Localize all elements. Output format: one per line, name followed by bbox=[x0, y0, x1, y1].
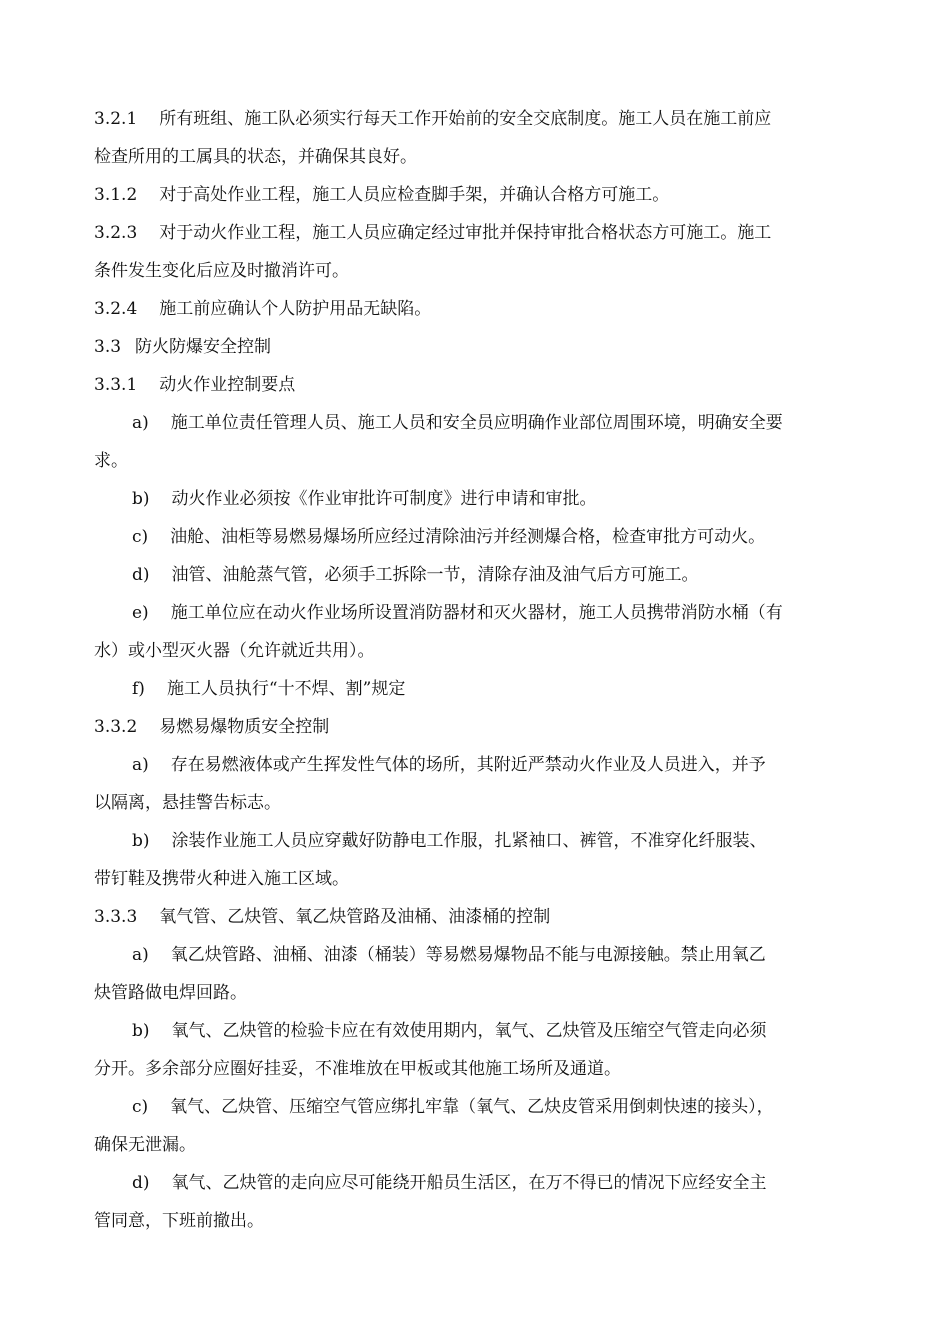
item-3-3-3-b bbox=[94, 1012, 856, 1088]
section-title: 动火作业控制要点 bbox=[159, 375, 296, 395]
clause-number: 3.2.1 bbox=[94, 109, 138, 129]
section-heading-3-3 bbox=[94, 328, 856, 366]
clause-text: 施工前应确认个人防护用品无缺陷。 bbox=[159, 299, 432, 319]
item-label: d) bbox=[132, 565, 150, 585]
clause-3-2-4 bbox=[94, 290, 856, 328]
item-text-continued: 分开。多余部分应圈好挂妥，不准堆放在甲板或其他施工场所及通道。 bbox=[94, 1059, 621, 1079]
item-3-3-3-d bbox=[94, 1164, 856, 1240]
clause-text: 对于高处作业工程，施工人员应检查脚手架，并确认合格方可施工。 bbox=[159, 185, 670, 205]
item-label: b) bbox=[132, 831, 150, 851]
item-label: d) bbox=[132, 1173, 150, 1193]
item-label: b) bbox=[132, 1021, 150, 1041]
item-3-3-1-a bbox=[94, 404, 856, 480]
item-text-continued: 以隔离，悬挂警告标志。 bbox=[94, 793, 281, 813]
item-text-continued: 确保无泄漏。 bbox=[94, 1135, 196, 1155]
item-3-3-3-a bbox=[94, 936, 856, 1012]
item-text: 施工单位责任管理人员、施工人员和安全员应明确作业部位周围环境，明确安全要 bbox=[170, 413, 783, 433]
item-label: f) bbox=[132, 679, 145, 699]
clause-text-continued: 检查所用的工属具的状态，并确保其良好。 bbox=[94, 147, 417, 167]
subsection-heading-3-3-1 bbox=[94, 366, 856, 404]
clause-3-2-3 bbox=[94, 214, 856, 290]
subsection-heading-3-3-2 bbox=[94, 708, 856, 746]
item-text: 氧气、乙炔管的走向应尽可能绕开船员生活区，在万不得已的情况下应经安全主 bbox=[171, 1173, 767, 1193]
clause-number: 3.1.2 bbox=[94, 185, 138, 205]
clause-text: 所有班组、施工队必须实行每天工作开始前的安全交底制度。施工人员在施工前应 bbox=[159, 109, 772, 129]
item-text: 油管、油舱蒸气管，必须手工拆除一节，清除存油及油气后方可施工。 bbox=[171, 565, 699, 585]
clause-number: 3.2.3 bbox=[94, 223, 138, 243]
item-text: 氧气、乙炔管的检验卡应在有效使用期内，氧气、乙炔管及压缩空气管走向必须 bbox=[171, 1021, 767, 1041]
item-text: 施工人员执行“十不焊、割”规定 bbox=[166, 679, 406, 699]
item-3-3-1-f bbox=[94, 670, 856, 708]
subsection-heading-3-3-3 bbox=[94, 898, 856, 936]
section-title: 氧气管、乙炔管、氧乙炔管路及油桶、油漆桶的控制 bbox=[159, 907, 551, 927]
item-3-3-1-c bbox=[94, 518, 856, 556]
item-text: 氧气、乙炔管、压缩空气管应绑扎牢靠（氧气、乙炔皮管采用倒刺快速的接头）， bbox=[170, 1097, 774, 1117]
item-3-3-2-b bbox=[94, 822, 856, 898]
document-body bbox=[94, 100, 856, 1240]
item-text-continued: 带钉鞋及携带火种进入施工区域。 bbox=[94, 869, 349, 889]
item-label: a) bbox=[132, 413, 149, 433]
item-label: e) bbox=[132, 603, 149, 623]
item-text: 油舱、油柜等易燃易爆场所应经过清除油污并经测爆合格，检查审批方可动火。 bbox=[170, 527, 766, 547]
item-label: b) bbox=[132, 489, 150, 509]
item-3-3-1-d bbox=[94, 556, 856, 594]
item-text-continued: 管同意，下班前撤出。 bbox=[94, 1211, 264, 1231]
item-label: a) bbox=[132, 945, 149, 965]
item-text: 涂装作业施工人员应穿戴好防静电工作服，扎紧袖口、裤管，不准穿化纤服装、 bbox=[171, 831, 767, 851]
item-label: c) bbox=[132, 1097, 149, 1117]
item-3-3-1-e bbox=[94, 594, 856, 670]
item-text: 存在易燃液体或产生挥发性气体的场所，其附近严禁动火作业及人员进入，并予 bbox=[170, 755, 766, 775]
clause-3-2-1 bbox=[94, 100, 856, 176]
section-number: 3.3.3 bbox=[94, 907, 138, 927]
clause-text: 对于动火作业工程，施工人员应确定经过审批并保持审批合格状态方可施工。施工 bbox=[159, 223, 772, 243]
section-number: 3.3.2 bbox=[94, 717, 138, 737]
item-text-continued: 炔管路做电焊回路。 bbox=[94, 983, 247, 1003]
clause-3-1-2 bbox=[94, 176, 856, 214]
section-title: 易燃易爆物质安全控制 bbox=[159, 717, 330, 737]
item-label: c) bbox=[132, 527, 149, 547]
item-text: 施工单位应在动火作业场所设置消防器材和灭火器材，施工人员携带消防水桶（有 bbox=[170, 603, 783, 623]
item-text: 动火作业必须按《作业审批许可制度》进行申请和审批。 bbox=[171, 489, 597, 509]
item-3-3-3-c bbox=[94, 1088, 856, 1164]
item-text-continued: 求。 bbox=[94, 451, 128, 471]
item-3-3-1-b bbox=[94, 480, 856, 518]
item-text-continued: 水）或小型灭火器（允许就近共用）。 bbox=[94, 641, 375, 661]
item-text: 氧乙炔管路、油桶、油漆（桶装）等易燃易爆物品不能与电源接触。禁止用氧乙 bbox=[170, 945, 766, 965]
clause-text-continued: 条件发生变化后应及时撤消许可。 bbox=[94, 261, 349, 281]
item-label: a) bbox=[132, 755, 149, 775]
section-number: 3.3 bbox=[94, 337, 122, 357]
section-title: 防火防爆安全控制 bbox=[135, 337, 272, 357]
item-3-3-2-a bbox=[94, 746, 856, 822]
section-number: 3.3.1 bbox=[94, 375, 138, 395]
clause-number: 3.2.4 bbox=[94, 299, 138, 319]
